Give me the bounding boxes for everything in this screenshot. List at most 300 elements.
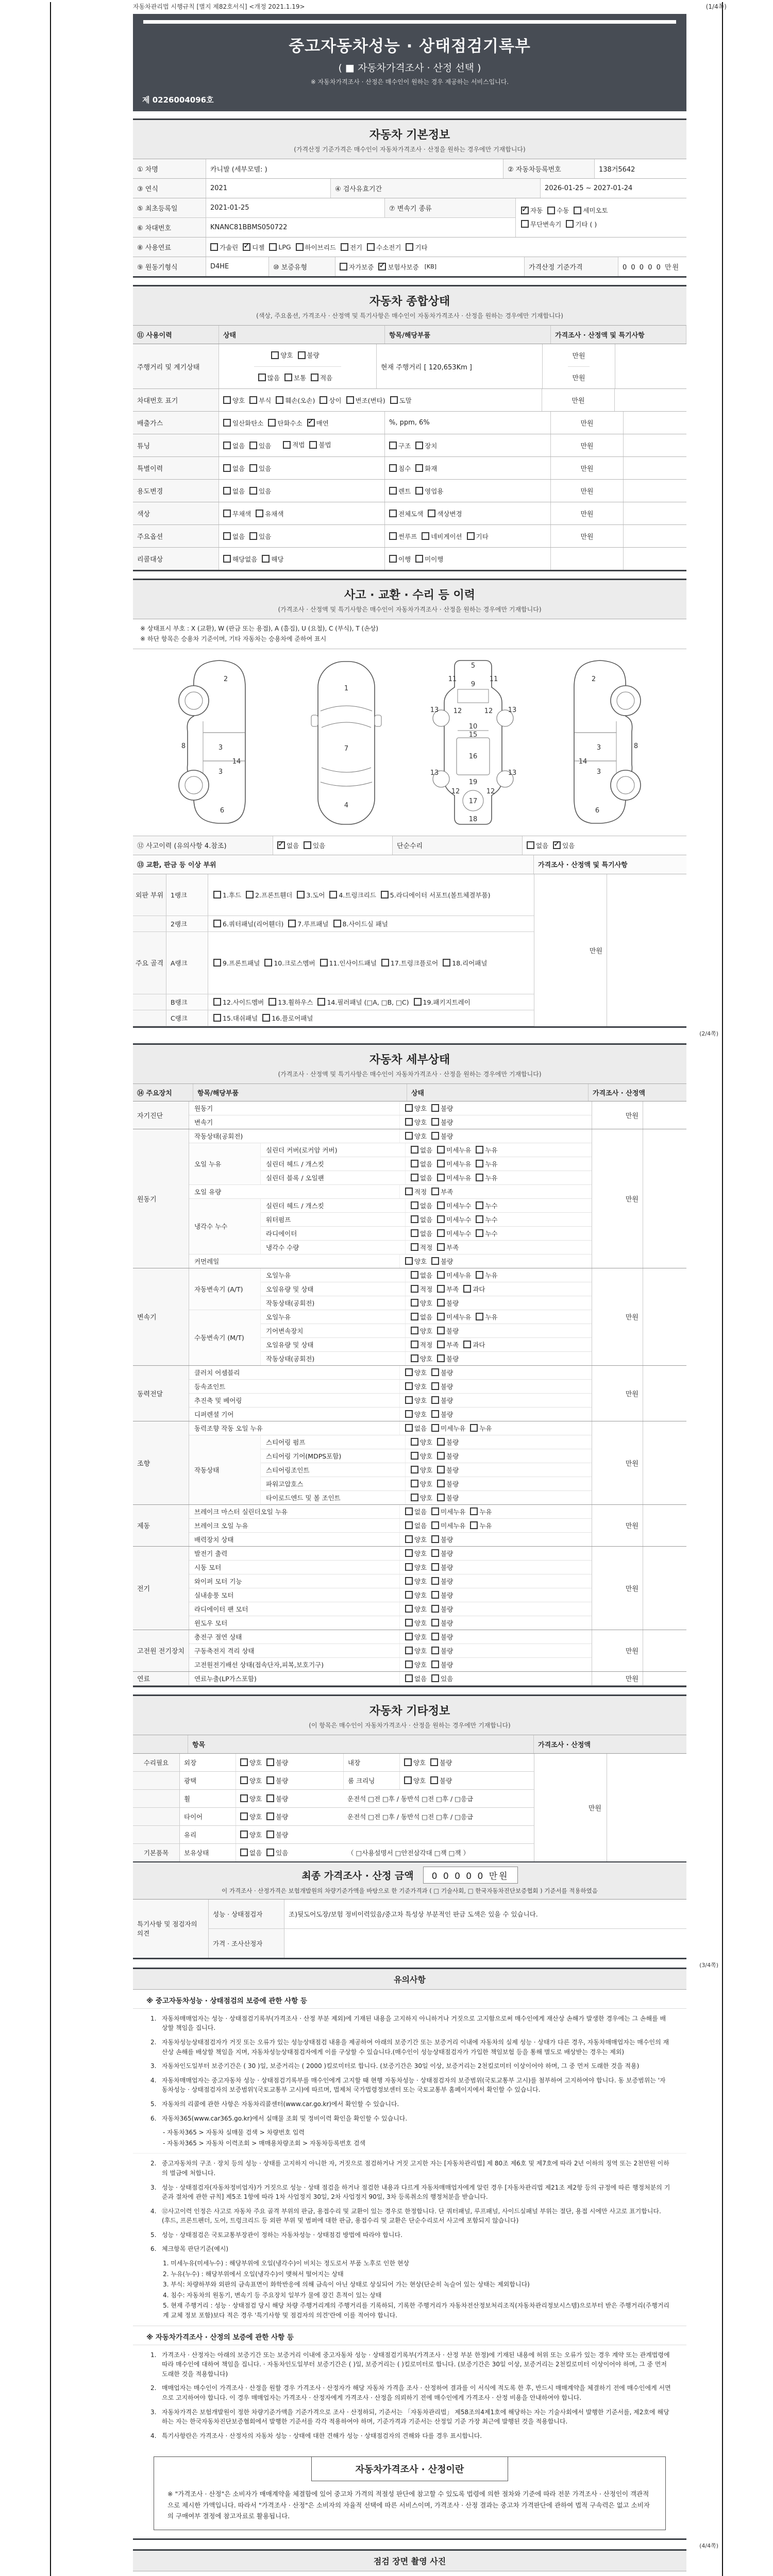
checkbox-unchecked[interactable] [311, 373, 332, 382]
checkbox-unchecked[interactable] [405, 1618, 427, 1628]
checkbox-unchecked[interactable] [437, 1479, 459, 1488]
checkbox-unchecked[interactable] [411, 1229, 432, 1238]
checkbox-unchecked[interactable] [223, 396, 245, 405]
field-reg-no-value[interactable]: 138거5642 [595, 159, 686, 178]
checkbox-label: 양호 [414, 1577, 427, 1585]
checkbox-unchecked[interactable] [341, 243, 362, 252]
checkbox-unchecked[interactable] [298, 350, 320, 360]
checkbox-unchecked[interactable] [527, 841, 548, 850]
checkbox-label: 없음 [420, 1229, 433, 1238]
checkbox-unchecked[interactable] [389, 464, 411, 473]
checkbox-unchecked[interactable] [262, 1013, 313, 1023]
checkbox-unchecked[interactable] [437, 1243, 459, 1252]
checkbox-unchecked[interactable] [431, 1535, 453, 1544]
checkbox-unchecked[interactable] [431, 1410, 453, 1419]
checkbox-unchecked[interactable] [405, 1187, 427, 1196]
checkbox-unchecked[interactable] [431, 1590, 453, 1600]
checkbox-unchecked[interactable] [240, 1830, 262, 1839]
checkbox-unchecked[interactable] [389, 532, 417, 541]
checkbox-unchecked[interactable] [521, 219, 561, 229]
checkbox-unchecked[interactable] [428, 509, 462, 518]
svg-text:7: 7 [344, 744, 349, 753]
detail-row-label: 오일누유 [266, 1271, 291, 1279]
checkbox-unchecked[interactable] [470, 1507, 492, 1516]
svg-text:10: 10 [468, 722, 478, 731]
checkbox-unchecked[interactable] [405, 1507, 427, 1516]
checkbox-label: 10.크로스멤버 [274, 959, 315, 967]
checkbox-unchecked[interactable] [309, 440, 331, 449]
overall-check-line [267, 344, 328, 366]
checkbox-unchecked[interactable] [405, 1131, 427, 1141]
checkbox-label: 양호 [249, 1812, 262, 1821]
remarks [133, 1899, 686, 1958]
checkbox-unchecked[interactable] [437, 1451, 459, 1461]
checkbox-unchecked[interactable] [240, 1776, 262, 1785]
checkbox-unchecked[interactable] [431, 1507, 465, 1516]
checkbox-unchecked[interactable] [431, 1257, 453, 1266]
checkbox-unchecked[interactable] [213, 919, 283, 928]
checkbox-checked[interactable] [307, 418, 329, 428]
checkbox-unchecked[interactable] [437, 1493, 459, 1502]
checkbox-unchecked[interactable] [411, 1479, 432, 1488]
page-marker-4: (4/4쪽) [699, 2543, 718, 2550]
checkbox-unchecked[interactable] [405, 1104, 427, 1113]
checkbox-unchecked[interactable] [405, 1660, 427, 1669]
inspector-comment[interactable]: 조)뒷도어도장/보험 정비이력있음/중고차 특성상 부분적인 판금 도색은 있을 수 있습니다. [284, 1900, 686, 1928]
checkbox-unchecked[interactable] [276, 396, 315, 405]
checkbox-unchecked[interactable] [320, 958, 377, 968]
checkbox-unchecked[interactable] [213, 997, 264, 1007]
checkbox-unchecked[interactable] [320, 396, 341, 405]
checkbox-label: 있음 [276, 1849, 289, 1857]
overall-row-item [385, 548, 551, 570]
detail-row-checks [405, 1282, 592, 1296]
checkbox-unchecked[interactable] [405, 1257, 427, 1266]
checkbox-unchecked[interactable] [411, 1145, 432, 1155]
checkbox-unchecked[interactable] [246, 890, 292, 900]
appraiser-comment[interactable] [284, 1929, 686, 1958]
checkbox-unchecked[interactable] [329, 890, 376, 900]
checkbox-unchecked[interactable] [476, 1270, 497, 1280]
checkbox-unchecked[interactable] [404, 1776, 426, 1785]
detail-group-price: 만원 [592, 1366, 643, 1421]
notices-list-1 [133, 2009, 686, 2154]
checkbox-unchecked[interactable] [210, 243, 238, 252]
checkbox-unchecked[interactable] [431, 1604, 453, 1614]
checkbox-unchecked[interactable] [405, 1604, 427, 1614]
rank-items [208, 1010, 534, 1026]
checkbox-unchecked[interactable] [437, 1229, 471, 1238]
detail-row-label: 배력장치 상태 [194, 1535, 234, 1544]
checkbox-label: 불법 [318, 441, 331, 449]
checkbox-unchecked[interactable] [411, 1312, 432, 1321]
final-price-value[interactable]: 0 0 0 0 0 만원 [423, 1867, 518, 1884]
checkbox-unchecked[interactable] [256, 509, 283, 518]
detail-row [261, 1241, 592, 1254]
detail-row-label: 충전구 절연 상태 [194, 1633, 242, 1641]
checkbox-unchecked[interactable] [431, 1104, 453, 1113]
checkbox-unchecked[interactable] [284, 373, 306, 382]
checkbox-checked[interactable] [277, 841, 299, 850]
checkbox-unchecked[interactable] [476, 1145, 497, 1155]
checkbox-label: 양호 [414, 1549, 427, 1557]
checkbox-unchecked[interactable] [463, 1340, 485, 1349]
checkbox-unchecked[interactable] [430, 1758, 452, 1767]
checkbox-unchecked[interactable] [266, 1776, 288, 1785]
detail-group [133, 1630, 686, 1672]
checkbox-unchecked[interactable] [437, 1284, 459, 1294]
checkbox-unchecked[interactable] [223, 486, 245, 496]
field-fuel-checks [206, 238, 686, 257]
checkbox-unchecked[interactable] [405, 1674, 427, 1683]
rank-items [208, 932, 534, 994]
field-year-value[interactable]: 2021 [206, 179, 331, 198]
checkbox-unchecked[interactable] [431, 1577, 453, 1586]
detail-subgroup-label: 자동변속기 (A/T) [189, 1268, 261, 1310]
detail-row-label: 스티어링 기어(MDPS포함) [266, 1452, 342, 1460]
checkbox-unchecked[interactable] [266, 1830, 288, 1839]
price-line: 만원 [580, 465, 594, 473]
notice-item-text: 가격조사 · 산정자는 아래의 보증기간 또는 보증거리 이내에 중고자동차 성능 · 상태점검기록부(가격조사 · 산정 부분 한정)에 기재된 내용에 허위 또는 오류가 있는 경우 계약 또는 관계법령에 따라 매수인에 대하여 책임을 집니다. · 자동차인도일부터 보증기간은 ( )일, 보증거리는 ( )킬로미터로 합니다. (보증기간은 30일 이상, 보증거리는 2천킬로미터 이상이어야 하며, 그 중 먼저 도래한 것을 적용합니다) [162, 2351, 670, 2378]
checkbox-unchecked[interactable] [258, 373, 280, 382]
overall-row-price [551, 480, 624, 502]
accident-history-label: ⑫ 사고이력 (유의사항 4.참조) [133, 836, 273, 855]
checkbox-label: 불량 [441, 1605, 453, 1613]
checkbox-unchecked[interactable] [405, 1563, 427, 1572]
checkbox-unchecked[interactable] [414, 997, 470, 1007]
checkbox-unchecked[interactable] [333, 919, 388, 928]
checkbox-checked[interactable] [378, 262, 418, 272]
checkbox-unchecked[interactable] [223, 418, 263, 428]
section-overall-state [133, 285, 686, 571]
detail-row-label: 발전기 출력 [194, 1549, 228, 1557]
checkbox-label: 무단변속기 [530, 220, 562, 228]
checkbox-unchecked[interactable] [437, 1354, 459, 1363]
checkbox-unchecked[interactable] [240, 1848, 262, 1857]
checkbox-unchecked[interactable] [223, 509, 251, 518]
detail-row-label: 동력조향 작동 오일 누유 [194, 1424, 263, 1432]
checkbox-unchecked[interactable] [381, 958, 438, 968]
checkbox-unchecked[interactable] [431, 1521, 465, 1530]
checkbox-unchecked[interactable] [223, 441, 245, 450]
checkbox-unchecked[interactable] [213, 1013, 258, 1023]
checkbox-unchecked[interactable] [431, 1423, 465, 1433]
checkbox-unchecked[interactable] [411, 1173, 432, 1182]
checkbox-label: 미세누유 [446, 1174, 472, 1182]
checkbox-unchecked[interactable] [431, 1117, 453, 1127]
checkbox-unchecked[interactable] [240, 1812, 262, 1821]
checkbox-unchecked[interactable] [405, 1577, 427, 1586]
checkbox-unchecked[interactable] [437, 1145, 471, 1155]
field-vin-value[interactable]: KNANC81BBMS050722 [206, 218, 515, 237]
checkbox-unchecked[interactable] [431, 1660, 453, 1669]
checkbox-unchecked[interactable] [437, 1159, 471, 1168]
detail-row-checks [405, 1296, 592, 1310]
accident-subtitle: (가격조사 · 산정액 및 특기사항은 매수인이 자동차가격조사 · 산정을 원하는 경우에만 기재합니다) [278, 606, 542, 613]
detail-row [261, 1213, 592, 1227]
checkbox-label: 미세누수 [446, 1229, 472, 1238]
checkbox-unchecked[interactable] [431, 1632, 453, 1641]
checkbox-unchecked[interactable] [269, 243, 291, 251]
checkbox-unchecked[interactable] [346, 396, 385, 405]
detail-group-rows [189, 1630, 592, 1671]
checkbox-label: 화재 [425, 464, 438, 472]
checkbox-unchecked[interactable] [422, 532, 462, 541]
checkbox-unchecked[interactable] [431, 1563, 453, 1572]
accident-title: 사고 · 교환 · 수리 등 이력 [344, 589, 475, 602]
checkbox-unchecked[interactable] [476, 1159, 497, 1168]
checkbox-unchecked[interactable] [288, 919, 328, 928]
checkbox-unchecked[interactable] [405, 1396, 427, 1405]
checkbox-unchecked[interactable] [411, 1201, 432, 1210]
svg-text:13: 13 [508, 769, 517, 777]
checkbox-unchecked[interactable] [264, 958, 315, 968]
base-price-value[interactable]: 0 0 0 0 0 만원 [618, 257, 686, 276]
detail-row [189, 1115, 592, 1129]
checkbox-unchecked[interactable] [213, 890, 241, 900]
checkbox-label: 불량 [276, 1794, 289, 1803]
checkbox-unchecked[interactable] [223, 532, 245, 541]
checkbox-unchecked[interactable] [431, 1187, 453, 1196]
detail-group-note [643, 1101, 686, 1129]
checkbox-unchecked[interactable] [431, 1618, 453, 1628]
checkbox-unchecked[interactable] [411, 1340, 432, 1349]
rank-row [133, 1010, 534, 1026]
checkbox-unchecked[interactable] [406, 243, 427, 252]
checkbox-unchecked[interactable] [431, 1674, 453, 1683]
checkbox-unchecked[interactable] [415, 554, 443, 564]
checkbox-unchecked[interactable] [547, 206, 569, 215]
checkbox-unchecked[interactable] [431, 1549, 453, 1558]
checkbox-unchecked[interactable] [437, 1326, 459, 1335]
checkbox-unchecked[interactable] [297, 890, 325, 900]
checkbox-unchecked[interactable] [574, 206, 608, 215]
overall-row-checks [219, 389, 542, 411]
field-car-name-value[interactable]: 카니발 (세부모델: ) [206, 159, 503, 178]
checkbox-unchecked[interactable] [304, 841, 325, 850]
detail-row-checks [405, 1463, 592, 1477]
checkbox-unchecked[interactable] [405, 1382, 427, 1391]
checkbox-unchecked[interactable] [266, 1848, 288, 1857]
checkbox-unchecked[interactable] [266, 1794, 288, 1803]
checkbox-unchecked[interactable] [437, 1173, 471, 1182]
checkbox-unchecked[interactable] [415, 441, 437, 450]
checkbox-unchecked[interactable] [431, 1368, 453, 1377]
field-engine-type-value[interactable]: D4HE [206, 257, 269, 276]
checkbox-unchecked[interactable] [411, 1493, 432, 1502]
checkbox-unchecked[interactable] [405, 1549, 427, 1558]
checkbox-unchecked[interactable] [431, 1131, 453, 1141]
checkbox-unchecked[interactable] [415, 464, 437, 473]
checkbox-unchecked[interactable] [411, 1354, 432, 1363]
detail-row-checks [405, 1157, 592, 1171]
checkbox-unchecked[interactable] [389, 554, 411, 564]
checkbox-unchecked[interactable] [437, 1215, 471, 1224]
checkbox-checked[interactable] [243, 243, 264, 252]
checkbox-unchecked[interactable] [268, 418, 302, 428]
checkbox-unchecked[interactable] [411, 1437, 432, 1447]
checkbox-unchecked[interactable] [271, 350, 293, 360]
checkbox-label: 없음 [420, 1174, 433, 1182]
checkbox-unchecked[interactable] [223, 464, 245, 473]
checkbox-unchecked[interactable] [411, 1243, 432, 1252]
checkbox-unchecked[interactable] [249, 464, 271, 473]
checkbox-unchecked[interactable] [476, 1201, 497, 1210]
checkbox-unchecked[interactable] [437, 1340, 459, 1349]
checkbox-unchecked[interactable] [340, 262, 374, 272]
checkbox-unchecked[interactable] [266, 1758, 288, 1767]
detail-row-checks [399, 1658, 592, 1671]
checkbox-label: 있음 [259, 442, 272, 450]
checkbox-unchecked[interactable] [381, 890, 491, 900]
svg-text:11: 11 [489, 675, 498, 683]
checkbox-checked[interactable] [521, 206, 543, 215]
checkbox-unchecked[interactable] [405, 1410, 427, 1419]
checkbox-unchecked[interactable] [249, 532, 271, 541]
checkbox-unchecked[interactable] [223, 554, 257, 564]
checkbox-unchecked[interactable] [463, 1284, 485, 1294]
checkbox-label: 누수 [485, 1215, 498, 1224]
checkbox-unchecked[interactable] [431, 1646, 453, 1655]
checkbox-unchecked[interactable] [437, 1437, 459, 1447]
svg-text:3: 3 [596, 743, 601, 752]
checkbox-unchecked[interactable] [389, 509, 423, 518]
detail-row-label: 실린더 커버(로커암 커버) [266, 1146, 338, 1154]
checkbox-unchecked[interactable] [262, 554, 283, 564]
checkbox-label: 구조 [398, 442, 411, 450]
checkbox-label: 불량 [440, 1758, 452, 1767]
checkbox-unchecked[interactable] [431, 1382, 453, 1391]
checkbox-label: 보험사보증 [388, 263, 419, 271]
overall-row-price [551, 434, 624, 456]
checkbox-unchecked[interactable] [405, 1521, 427, 1530]
notice-item [150, 2114, 671, 2124]
checkbox-unchecked[interactable] [411, 1215, 432, 1224]
checkbox-unchecked[interactable] [317, 997, 409, 1007]
checkbox-unchecked[interactable] [405, 1632, 427, 1641]
checkbox-label: 양호 [420, 1327, 433, 1335]
checkbox-unchecked[interactable] [249, 441, 271, 450]
checkbox-unchecked[interactable] [437, 1270, 471, 1280]
checkbox-unchecked[interactable] [405, 1535, 427, 1544]
checkbox-unchecked[interactable] [437, 1298, 459, 1308]
checkbox-label: 불량 [441, 1382, 453, 1391]
detail-group-price: 만원 [592, 1101, 643, 1129]
checkbox-label: 없음 [420, 1201, 433, 1210]
checkbox-unchecked[interactable] [405, 1368, 427, 1377]
checkbox-unchecked[interactable] [390, 396, 412, 405]
checkbox-label: 불량 [441, 1591, 453, 1599]
checkbox-label: 없음 [420, 1160, 433, 1168]
checkbox-unchecked[interactable] [476, 1215, 497, 1224]
checkbox-unchecked[interactable] [213, 958, 260, 968]
checkbox-unchecked[interactable] [389, 486, 411, 496]
checkbox-unchecked[interactable] [411, 1284, 432, 1294]
checkbox-label: 불량 [446, 1466, 459, 1474]
checkbox-unchecked[interactable] [405, 1646, 427, 1655]
checkbox-unchecked[interactable] [411, 1326, 432, 1335]
checkbox-checked[interactable] [553, 841, 575, 850]
field-first-reg-value[interactable]: 2021-01-25 [206, 198, 385, 217]
price-line: 만원 [580, 420, 594, 428]
checkbox-unchecked[interactable] [437, 1312, 471, 1321]
checkbox-label: 훼손(오손) [285, 396, 315, 404]
checkbox-unchecked[interactable] [240, 1758, 262, 1767]
detail-subgroup [189, 1143, 592, 1185]
checkbox-unchecked[interactable] [296, 243, 336, 252]
checkbox-label: 누유 [479, 1424, 492, 1432]
checkbox-unchecked[interactable] [476, 1173, 497, 1182]
checkbox-label: 해당 [271, 555, 284, 563]
overall-row-label: 차대번호 표기 [133, 389, 219, 411]
detail-group-rows [189, 1101, 592, 1129]
checkbox-unchecked[interactable] [437, 1201, 471, 1210]
detail-group-name: 변속기 [133, 1268, 189, 1365]
detail-group-name: 제동 [133, 1505, 189, 1546]
checkbox-unchecked[interactable] [430, 1776, 452, 1785]
checkbox-unchecked[interactable] [443, 958, 487, 968]
checkbox-unchecked[interactable] [476, 1229, 497, 1238]
checkbox-unchecked[interactable] [367, 243, 401, 252]
detail-row-checks [405, 1199, 592, 1212]
checkbox-label: 양호 [414, 1563, 427, 1571]
checkbox-unchecked[interactable] [266, 1812, 288, 1821]
checkbox-unchecked[interactable] [476, 1312, 497, 1321]
exchange-price-header: 가격조사 · 산정액 및 특기사항 [538, 861, 628, 870]
rank-row [133, 916, 534, 932]
checkbox-unchecked[interactable] [240, 1794, 262, 1803]
checkbox-unchecked[interactable] [268, 997, 313, 1007]
checkbox-unchecked[interactable] [283, 440, 305, 449]
checkbox-unchecked[interactable] [467, 532, 489, 541]
checkbox-unchecked[interactable] [566, 219, 597, 229]
checkbox-unchecked[interactable] [249, 396, 271, 405]
checkbox-unchecked[interactable] [404, 1758, 426, 1767]
svg-text:15: 15 [468, 731, 478, 739]
checkbox-unchecked[interactable] [470, 1521, 492, 1530]
checkbox-unchecked[interactable] [411, 1298, 432, 1308]
checkbox-label: 미세누수 [446, 1215, 472, 1224]
overall-row-label: 색상 [133, 502, 219, 524]
etc-row [133, 1808, 534, 1826]
field-inspection-period-value[interactable]: 2026-01-25 ~ 2027-01-24 [541, 179, 686, 198]
detail-subgroup-label: 수동변속기 (M/T) [189, 1310, 261, 1365]
checkbox-unchecked[interactable] [249, 486, 271, 496]
overall-row-price [551, 457, 624, 479]
checkbox-label: 있음 [441, 1674, 453, 1683]
checkbox-unchecked[interactable] [389, 441, 411, 450]
overall-row-label: 주행거리 및 계기상태 [133, 344, 219, 388]
overall-row-price [551, 412, 624, 434]
checkbox-label: 불량 [441, 1563, 453, 1571]
checkbox-unchecked[interactable] [405, 1423, 427, 1433]
detail-row [261, 1463, 592, 1477]
checkbox-unchecked[interactable] [431, 1396, 453, 1405]
checkbox-unchecked[interactable] [405, 1590, 427, 1600]
checkbox-unchecked[interactable] [411, 1465, 432, 1475]
checkbox-unchecked[interactable] [470, 1423, 492, 1433]
checkbox-unchecked[interactable] [405, 1117, 427, 1127]
detail-subgroup-label: 작동상태 [189, 1435, 261, 1504]
checkbox-unchecked[interactable] [415, 486, 443, 496]
checkbox-label: 없음 [232, 464, 245, 472]
checkbox-unchecked[interactable] [411, 1159, 432, 1168]
checkbox-unchecked[interactable] [411, 1451, 432, 1461]
checkbox-unchecked[interactable] [411, 1270, 432, 1280]
overall-row [133, 434, 686, 457]
detail-group-price: 만원 [592, 1421, 643, 1504]
checkbox-unchecked[interactable] [437, 1465, 459, 1475]
